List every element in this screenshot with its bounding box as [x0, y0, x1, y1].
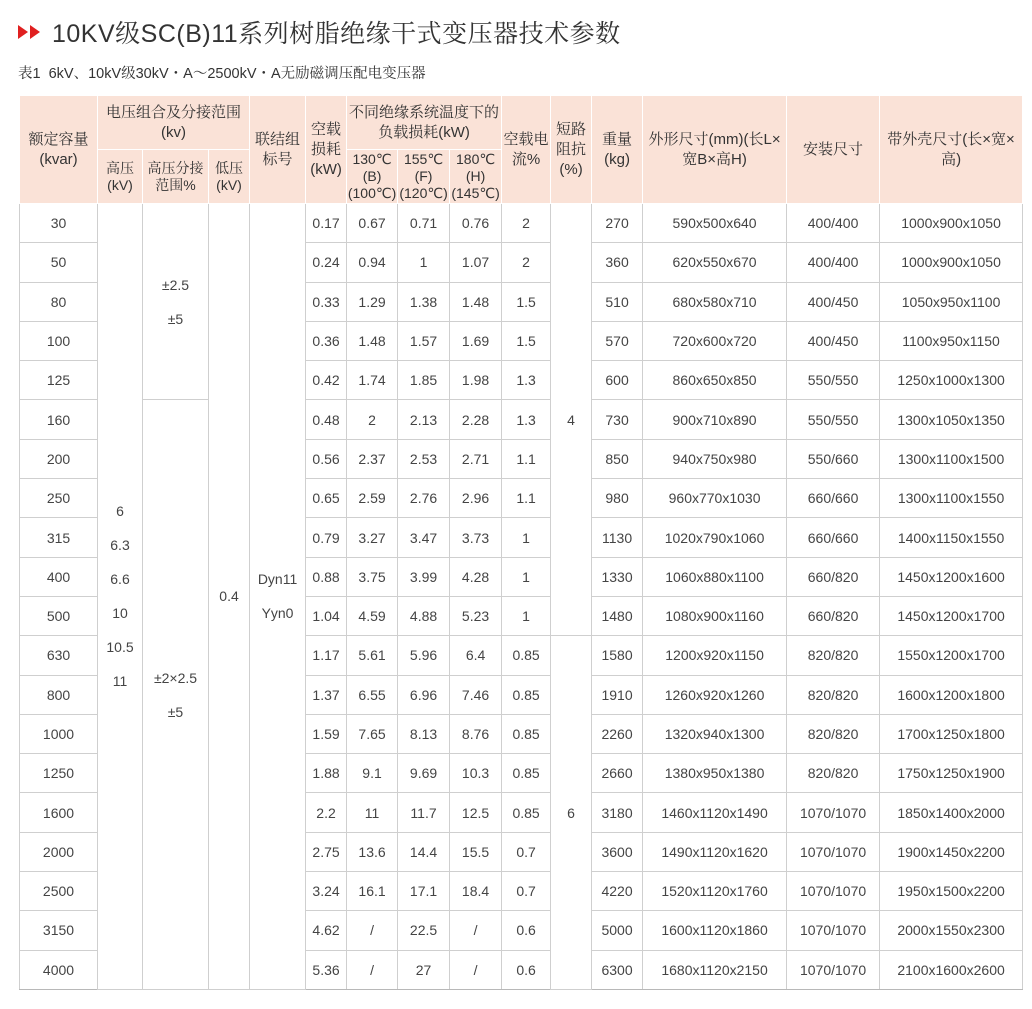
- cell-load-loss-130: 1.29: [347, 282, 398, 321]
- cell-weight: 1580: [592, 636, 643, 675]
- cell-lv-value: 0.4: [209, 204, 250, 990]
- cell-shell: 1250x1000x1300: [880, 361, 1023, 400]
- cell-weight: 980: [592, 479, 643, 518]
- cell-no-load-loss: 1.59: [306, 714, 347, 753]
- cell-weight: 5000: [592, 911, 643, 950]
- cell-connection-values-line: Dyn11: [257, 571, 298, 588]
- cell-load-loss-130: 16.1: [347, 872, 398, 911]
- cell-tap-range-a: [143, 204, 209, 400]
- header-capacity: 额定容量(kvar): [20, 96, 98, 204]
- cell-no-load-current: 1.3: [502, 400, 551, 439]
- header-install: 安装尺寸: [787, 96, 880, 204]
- double-arrow-icon: [18, 25, 42, 39]
- cell-dimensions: 1080x900x1160: [643, 596, 787, 635]
- cell-dimensions: 1380x950x1380: [643, 754, 787, 793]
- cell-capacity: 630: [20, 636, 98, 675]
- cell-connection-values-line: Yyn0: [261, 605, 294, 622]
- cell-install: 820/820: [787, 636, 880, 675]
- cell-capacity: 3150: [20, 911, 98, 950]
- cell-shell: 1450x1200x1600: [880, 557, 1023, 596]
- cell-shell: 2100x1600x2600: [880, 950, 1023, 989]
- cell-load-loss-130: 5.61: [347, 636, 398, 675]
- header-hv: 高压(kV): [98, 150, 143, 204]
- cell-weight: 3180: [592, 793, 643, 832]
- cell-shell: 1400x1150x1550: [880, 518, 1023, 557]
- cell-dimensions: 720x600x720: [643, 321, 787, 360]
- cell-no-load-loss: 0.17: [306, 204, 347, 243]
- cell-capacity: 800: [20, 675, 98, 714]
- cell-dimensions: 1020x790x1060: [643, 518, 787, 557]
- cell-dimensions: 940x750x980: [643, 439, 787, 478]
- cell-tap-range-b-line: ±5: [167, 703, 184, 720]
- cell-no-load-loss: 0.33: [306, 282, 347, 321]
- table-row: [20, 204, 1023, 243]
- cell-tap-range-b: [143, 400, 209, 989]
- cell-shell: 1300x1100x1500: [880, 439, 1023, 478]
- cell-load-loss-155: 14.4: [398, 832, 450, 871]
- cell-shell: 1700x1250x1800: [880, 714, 1023, 753]
- cell-load-loss-130: 9.1: [347, 754, 398, 793]
- cell-weight: 1480: [592, 596, 643, 635]
- cell-load-loss-155: 1.38: [398, 282, 450, 321]
- cell-install: 400/400: [787, 204, 880, 243]
- cell-weight: 730: [592, 400, 643, 439]
- cell-shell: 1000x900x1050: [880, 204, 1023, 243]
- header-dimensions: 外形尺寸(mm)(长L×宽B×高H): [643, 96, 787, 204]
- cell-load-loss-155: 9.69: [398, 754, 450, 793]
- cell-capacity: 315: [20, 518, 98, 557]
- cell-hv-values-line: 10.5: [106, 639, 134, 656]
- header-voltage-group: 电压组合及分接范围(kv): [98, 96, 250, 150]
- cell-no-load-current: 0.85: [502, 793, 551, 832]
- cell-load-loss-130: 0.67: [347, 204, 398, 243]
- cell-load-loss-155: 5.96: [398, 636, 450, 675]
- cell-load-loss-130: 2.37: [347, 439, 398, 478]
- cell-no-load-current: 1: [502, 557, 551, 596]
- cell-dimensions: 1060x880x1100: [643, 557, 787, 596]
- cell-load-loss-180: 3.73: [450, 518, 502, 557]
- cell-load-loss-180: /: [450, 911, 502, 950]
- cell-shell: 1600x1200x1800: [880, 675, 1023, 714]
- cell-load-loss-155: 1.85: [398, 361, 450, 400]
- cell-no-load-current: 0.85: [502, 636, 551, 675]
- cell-no-load-loss: 3.24: [306, 872, 347, 911]
- cell-tap-range-a-line: ±2.5: [161, 276, 190, 293]
- cell-hv-values-line: 10: [112, 605, 128, 622]
- cell-load-loss-130: 0.94: [347, 243, 398, 282]
- cell-load-loss-155: 1.57: [398, 321, 450, 360]
- cell-load-loss-155: 3.47: [398, 518, 450, 557]
- header-weight: 重量(kg): [592, 96, 643, 204]
- cell-hv-values-line: 11: [112, 673, 128, 690]
- cell-dimensions: 900x710x890: [643, 400, 787, 439]
- cell-no-load-current: 2: [502, 243, 551, 282]
- cell-load-loss-180: 10.3: [450, 754, 502, 793]
- cell-load-loss-180: 5.23: [450, 596, 502, 635]
- cell-capacity: 80: [20, 282, 98, 321]
- cell-load-loss-180: 2.28: [450, 400, 502, 439]
- cell-load-loss-180: /: [450, 950, 502, 989]
- cell-load-loss-155: 0.71: [398, 204, 450, 243]
- cell-dimensions: 1680x1120x2150: [643, 950, 787, 989]
- cell-load-loss-180: 18.4: [450, 872, 502, 911]
- header-connection: 联结组标号: [250, 96, 306, 204]
- cell-capacity: 100: [20, 321, 98, 360]
- cell-weight: 2260: [592, 714, 643, 753]
- cell-load-loss-130: /: [347, 911, 398, 950]
- cell-load-loss-130: 6.55: [347, 675, 398, 714]
- cell-capacity: 50: [20, 243, 98, 282]
- cell-install: 1070/1070: [787, 872, 880, 911]
- cell-install: 1070/1070: [787, 793, 880, 832]
- cell-load-loss-155: 6.96: [398, 675, 450, 714]
- cell-no-load-current: 1.5: [502, 282, 551, 321]
- cell-capacity: 250: [20, 479, 98, 518]
- cell-load-loss-130: /: [347, 950, 398, 989]
- cell-load-loss-180: 4.28: [450, 557, 502, 596]
- cell-shell: 2000x1550x2300: [880, 911, 1023, 950]
- cell-no-load-current: 0.85: [502, 714, 551, 753]
- cell-load-loss-180: 1.48: [450, 282, 502, 321]
- cell-capacity: 160: [20, 400, 98, 439]
- cell-dimensions: 960x770x1030: [643, 479, 787, 518]
- cell-install: 660/820: [787, 596, 880, 635]
- cell-load-loss-180: 1.69: [450, 321, 502, 360]
- cell-load-loss-130: 3.27: [347, 518, 398, 557]
- cell-load-loss-130: 7.65: [347, 714, 398, 753]
- cell-load-loss-155: 22.5: [398, 911, 450, 950]
- cell-shell: 1900x1450x2200: [880, 832, 1023, 871]
- cell-no-load-loss: 0.48: [306, 400, 347, 439]
- cell-no-load-loss: 1.88: [306, 754, 347, 793]
- cell-weight: 570: [592, 321, 643, 360]
- page-title: 10KV级SC(B)11系列树脂绝缘干式变压器技术参数: [52, 20, 621, 48]
- cell-install: 820/820: [787, 675, 880, 714]
- cell-load-loss-155: 17.1: [398, 872, 450, 911]
- cell-weight: 510: [592, 282, 643, 321]
- cell-capacity: 400: [20, 557, 98, 596]
- cell-weight: 1330: [592, 557, 643, 596]
- cell-install: 660/660: [787, 479, 880, 518]
- cell-weight: 6300: [592, 950, 643, 989]
- cell-install: 820/820: [787, 754, 880, 793]
- cell-install: 550/550: [787, 361, 880, 400]
- header-ll-130: 130℃ (B) (100℃): [347, 150, 398, 204]
- cell-no-load-current: 1: [502, 596, 551, 635]
- cell-shell: 1950x1500x2200: [880, 872, 1023, 911]
- cell-load-loss-130: 11: [347, 793, 398, 832]
- header-shell: 带外壳尺寸(长×宽×高): [880, 96, 1023, 204]
- cell-no-load-current: 1.1: [502, 479, 551, 518]
- cell-install: 660/660: [787, 518, 880, 557]
- cell-dimensions: 1320x940x1300: [643, 714, 787, 753]
- cell-load-loss-180: 8.76: [450, 714, 502, 753]
- cell-capacity: 2500: [20, 872, 98, 911]
- header-no-load-current: 空载电流%: [502, 96, 551, 204]
- cell-no-load-current: 0.85: [502, 754, 551, 793]
- cell-no-load-loss: 2.2: [306, 793, 347, 832]
- cell-dimensions: 620x550x670: [643, 243, 787, 282]
- cell-shell: 1050x950x1100: [880, 282, 1023, 321]
- cell-capacity: 1000: [20, 714, 98, 753]
- cell-load-loss-155: 3.99: [398, 557, 450, 596]
- cell-weight: 360: [592, 243, 643, 282]
- spec-table: [19, 95, 1023, 990]
- cell-no-load-loss: 0.88: [306, 557, 347, 596]
- cell-install: 820/820: [787, 714, 880, 753]
- cell-load-loss-155: 1: [398, 243, 450, 282]
- cell-load-loss-155: 2.76: [398, 479, 450, 518]
- header-tap-range: 高压分接范围%: [143, 150, 209, 204]
- cell-load-loss-155: 2.13: [398, 400, 450, 439]
- cell-no-load-current: 0.6: [502, 950, 551, 989]
- cell-dimensions: 1490x1120x1620: [643, 832, 787, 871]
- table-caption-text: 6kV、10kV级30kV・A～2500kV・A无励磁调压配电变压器: [48, 66, 426, 82]
- cell-no-load-current: 0.6: [502, 911, 551, 950]
- cell-no-load-current: 0.7: [502, 872, 551, 911]
- cell-install: 1070/1070: [787, 911, 880, 950]
- cell-load-loss-155: 2.53: [398, 439, 450, 478]
- cell-shell: 1750x1250x1900: [880, 754, 1023, 793]
- cell-hv-values-line: 6.3: [110, 537, 130, 554]
- cell-no-load-loss: 1.17: [306, 636, 347, 675]
- cell-no-load-loss: 1.37: [306, 675, 347, 714]
- cell-weight: 3600: [592, 832, 643, 871]
- cell-load-loss-130: 2.59: [347, 479, 398, 518]
- cell-dimensions: 860x650x850: [643, 361, 787, 400]
- cell-no-load-loss: 1.04: [306, 596, 347, 635]
- cell-load-loss-180: 7.46: [450, 675, 502, 714]
- cell-install: 400/450: [787, 321, 880, 360]
- cell-no-load-loss: 2.75: [306, 832, 347, 871]
- cell-dimensions: 1260x920x1260: [643, 675, 787, 714]
- cell-weight: 1910: [592, 675, 643, 714]
- cell-no-load-current: 0.7: [502, 832, 551, 871]
- cell-no-load-loss: 0.65: [306, 479, 347, 518]
- cell-weight: 2660: [592, 754, 643, 793]
- cell-tap-range-a-line: ±5: [167, 310, 184, 327]
- cell-load-loss-155: 4.88: [398, 596, 450, 635]
- cell-dimensions: 1200x920x1150: [643, 636, 787, 675]
- cell-load-loss-130: 4.59: [347, 596, 398, 635]
- cell-tap-range-b-line: ±2×2.5: [153, 669, 198, 686]
- cell-dimensions: 1520x1120x1760: [643, 872, 787, 911]
- cell-load-loss-180: 6.4: [450, 636, 502, 675]
- cell-weight: 850: [592, 439, 643, 478]
- cell-install: 660/820: [787, 557, 880, 596]
- cell-no-load-current: 1: [502, 518, 551, 557]
- header-impedance: 短路阻抗(%): [551, 96, 592, 204]
- header-load-loss-group: 不同绝缘系统温度下的负载损耗(kW): [347, 96, 502, 150]
- cell-hv-values: [98, 204, 143, 990]
- cell-load-loss-130: 13.6: [347, 832, 398, 871]
- cell-no-load-loss: 0.56: [306, 439, 347, 478]
- cell-impedance-b: 6: [551, 636, 592, 990]
- cell-load-loss-180: 2.71: [450, 439, 502, 478]
- cell-install: 1070/1070: [787, 950, 880, 989]
- cell-no-load-loss: 0.36: [306, 321, 347, 360]
- cell-no-load-loss: 0.24: [306, 243, 347, 282]
- cell-load-loss-130: 1.74: [347, 361, 398, 400]
- cell-hv-values-line: 6.6: [110, 571, 130, 588]
- cell-weight: 600: [592, 361, 643, 400]
- cell-load-loss-155: 8.13: [398, 714, 450, 753]
- cell-shell: 1850x1400x2000: [880, 793, 1023, 832]
- cell-weight: 1130: [592, 518, 643, 557]
- cell-impedance-a: 4: [551, 204, 592, 636]
- cell-load-loss-180: 2.96: [450, 479, 502, 518]
- table-caption-label: 表1: [18, 66, 41, 82]
- cell-load-loss-180: 12.5: [450, 793, 502, 832]
- cell-load-loss-180: 1.07: [450, 243, 502, 282]
- cell-capacity: 4000: [20, 950, 98, 989]
- cell-shell: 1000x900x1050: [880, 243, 1023, 282]
- table-row: [20, 400, 1023, 439]
- header-ll-155: 155℃ (F) (120℃): [398, 150, 450, 204]
- cell-shell: 1300x1050x1350: [880, 400, 1023, 439]
- cell-dimensions: 680x580x710: [643, 282, 787, 321]
- cell-no-load-current: 1.3: [502, 361, 551, 400]
- cell-no-load-current: 1.1: [502, 439, 551, 478]
- cell-load-loss-155: 27: [398, 950, 450, 989]
- cell-hv-values-line: 6: [116, 503, 124, 520]
- cell-dimensions: 1600x1120x1860: [643, 911, 787, 950]
- header-no-load-loss: 空载损耗(kW): [306, 96, 347, 204]
- cell-no-load-loss: 5.36: [306, 950, 347, 989]
- title-row: [18, 14, 621, 50]
- cell-weight: 4220: [592, 872, 643, 911]
- cell-install: 400/450: [787, 282, 880, 321]
- cell-load-loss-180: 0.76: [450, 204, 502, 243]
- cell-dimensions: 590x500x640: [643, 204, 787, 243]
- cell-shell: 1450x1200x1700: [880, 596, 1023, 635]
- cell-no-load-loss: 0.79: [306, 518, 347, 557]
- cell-capacity: 1600: [20, 793, 98, 832]
- header-lv: 低压(kV): [209, 150, 250, 204]
- table-caption: [18, 62, 426, 83]
- cell-capacity: 500: [20, 596, 98, 635]
- cell-install: 1070/1070: [787, 832, 880, 871]
- cell-capacity: 1250: [20, 754, 98, 793]
- cell-weight: 270: [592, 204, 643, 243]
- cell-connection-values: [250, 204, 306, 990]
- cell-capacity: 2000: [20, 832, 98, 871]
- header-ll-180: 180℃ (H) (145℃): [450, 150, 502, 204]
- cell-capacity: 200: [20, 439, 98, 478]
- cell-no-load-loss: 0.42: [306, 361, 347, 400]
- cell-shell: 1550x1200x1700: [880, 636, 1023, 675]
- cell-load-loss-155: 11.7: [398, 793, 450, 832]
- cell-install: 550/660: [787, 439, 880, 478]
- cell-install: 550/550: [787, 400, 880, 439]
- cell-load-loss-130: 3.75: [347, 557, 398, 596]
- table-body: [20, 204, 1023, 990]
- cell-capacity: 30: [20, 204, 98, 243]
- cell-no-load-current: 0.85: [502, 675, 551, 714]
- cell-no-load-loss: 4.62: [306, 911, 347, 950]
- cell-no-load-current: 1.5: [502, 321, 551, 360]
- cell-load-loss-180: 1.98: [450, 361, 502, 400]
- cell-shell: 1100x950x1150: [880, 321, 1023, 360]
- cell-dimensions: 1460x1120x1490: [643, 793, 787, 832]
- cell-load-loss-130: 2: [347, 400, 398, 439]
- cell-load-loss-130: 1.48: [347, 321, 398, 360]
- cell-load-loss-180: 15.5: [450, 832, 502, 871]
- cell-no-load-current: 2: [502, 204, 551, 243]
- cell-install: 400/400: [787, 243, 880, 282]
- cell-shell: 1300x1100x1550: [880, 479, 1023, 518]
- cell-capacity: 125: [20, 361, 98, 400]
